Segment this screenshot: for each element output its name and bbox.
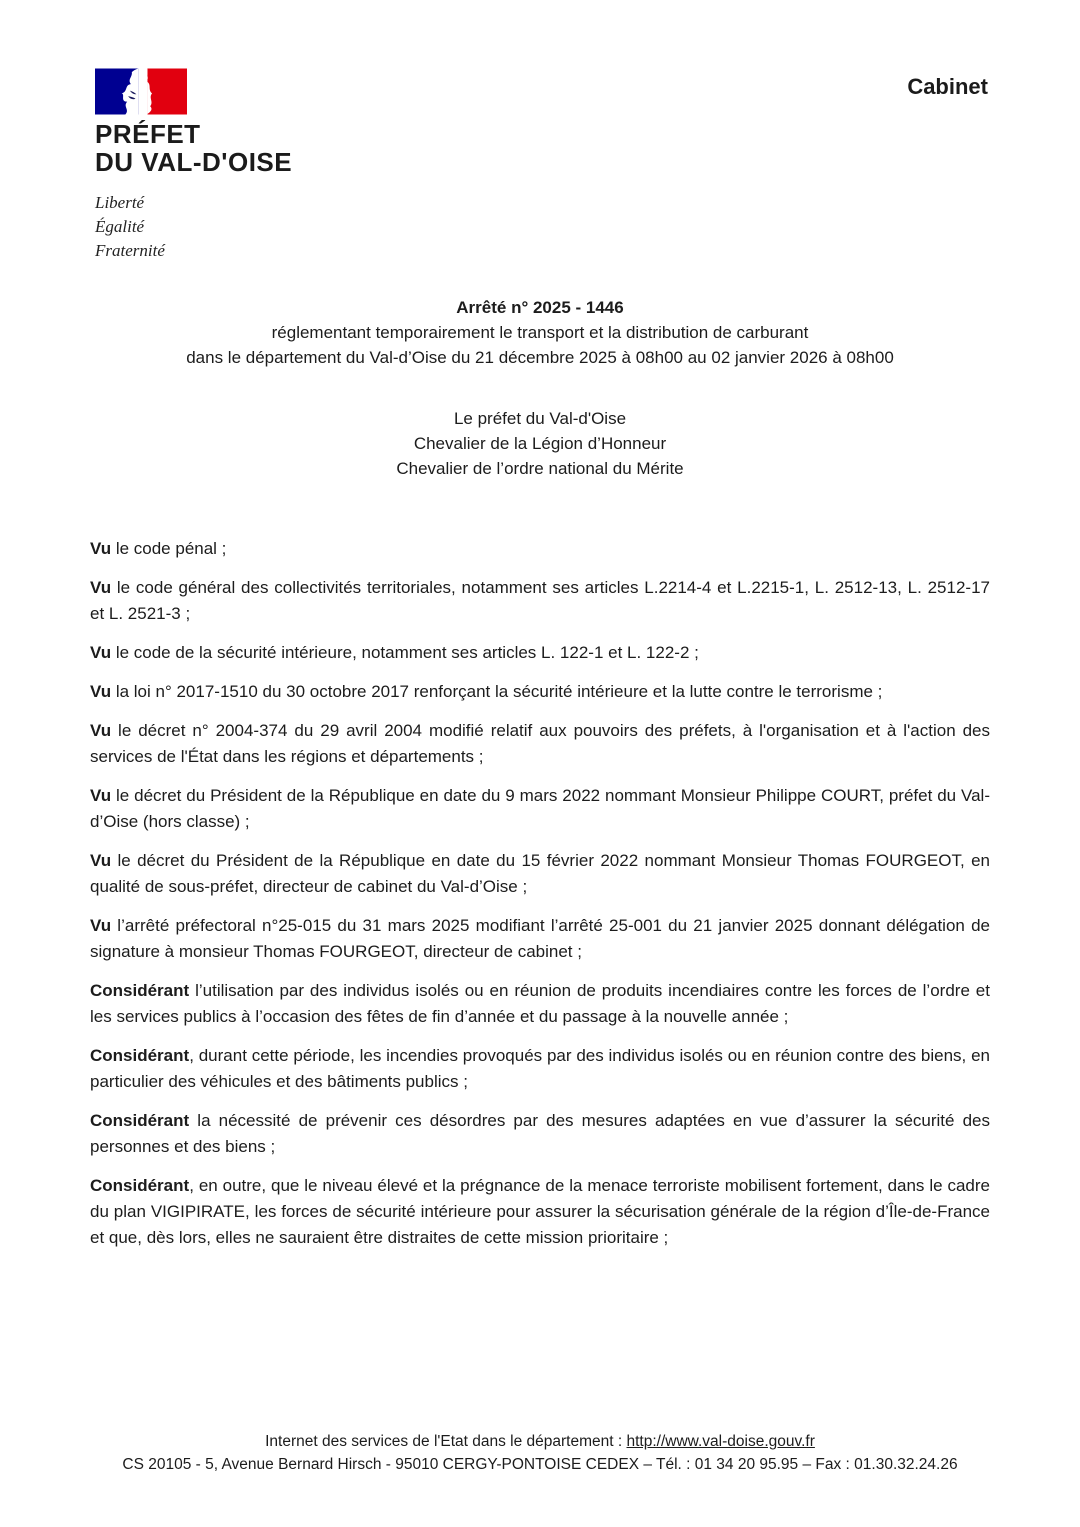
paragraph-text: le code pénal ; bbox=[111, 539, 227, 558]
footer-internet-prefix: Internet des services de l'Etat dans le département : bbox=[265, 1433, 627, 1450]
paragraph-considerant-4 bbox=[90, 1173, 990, 1251]
authority-line-1: Le préfet du Val-d'Oise bbox=[453, 409, 627, 428]
paragraph-lead: Vu bbox=[90, 539, 112, 558]
motto-egalite: Égalité bbox=[95, 217, 145, 236]
paragraph-lead: Vu bbox=[90, 916, 112, 935]
agency-name-line2: DU VAL-D'OISE bbox=[95, 147, 293, 177]
decree-title-block bbox=[70, 295, 1010, 370]
paragraph-text: la nécessité de prévenir ces désordres par des mesures adaptées en vue d’assurer la sécurité des personnes et des biens ; bbox=[90, 1111, 990, 1156]
paragraph-text: la loi n° 2017-1510 du 30 octobre 2017 renforçant la sécurité intérieure et la lutte contre le terrorisme ; bbox=[111, 682, 883, 701]
footer-internet-line bbox=[40, 1430, 1040, 1453]
motto-liberte: Liberté bbox=[95, 193, 145, 212]
paragraph-vu-5 bbox=[90, 718, 990, 770]
page-footer bbox=[40, 1430, 1040, 1476]
paragraph-vu-2 bbox=[90, 575, 990, 627]
paragraph-text: le code général des collectivités territoriales, notamment ses articles L.2214-4 et L.2215-1, L. 2512-13, L. 2512-17 et L. 2521-3 ; bbox=[90, 578, 990, 623]
paragraph-text: l’utilisation par des individus isolés ou en réunion de produits incendiaires contre les forces de l’ordre et les services publics à l’occasion des fêtes de fin d’année et du passage à la nouvelle année ; bbox=[90, 981, 990, 1026]
paragraph-lead: Considérant bbox=[90, 1046, 190, 1065]
republic-motto bbox=[95, 191, 292, 263]
paragraph-lead: Vu bbox=[90, 578, 112, 597]
paragraph-text: le décret du Président de la République en date du 9 mars 2022 nommant Monsieur Philippe COURT, préfet du Val-d’Oise (hors classe) ; bbox=[90, 786, 990, 831]
motto-fraternite: Fraternité bbox=[95, 241, 165, 260]
paragraph-vu-7 bbox=[90, 848, 990, 900]
paragraph-text: le code de la sécurité intérieure, notamment ses articles L. 122-1 et L. 122-2 ; bbox=[111, 643, 699, 662]
paragraph-lead: Vu bbox=[90, 643, 112, 662]
paragraph-considerant-1 bbox=[90, 978, 990, 1030]
paragraph-lead: Vu bbox=[90, 786, 112, 805]
paragraph-vu-3 bbox=[90, 640, 990, 666]
paragraph-text: le décret du Président de la République en date du 15 février 2022 nommant Monsieur Thomas FOURGEOT, en qualité de sous-préfet, directeur de cabinet du Val-d’Oise ; bbox=[90, 851, 990, 896]
paragraph-vu-8 bbox=[90, 913, 990, 965]
paragraph-lead: Considérant bbox=[90, 981, 190, 1000]
paragraph-considerant-3 bbox=[90, 1108, 990, 1160]
paragraph-vu-1 bbox=[90, 536, 990, 562]
paragraph-vu-6 bbox=[90, 783, 990, 835]
authority-line-2: Chevalier de la Légion d’Honneur bbox=[413, 434, 667, 453]
footer-website-url: http://www.val-doise.gouv.fr bbox=[626, 1433, 815, 1450]
footer-address-line: CS 20105 - 5, Avenue Bernard Hirsch - 95010 CERGY-PONTOISE CEDEX – Tél. : 01 34 20 95.95 – Fax : 01.30.32.24.26 bbox=[122, 1456, 958, 1473]
paragraph-text: le décret n° 2004-374 du 29 avril 2004 modifié relatif aux pouvoirs des préfets, à l'organisation et à l'action des services de l'État dans les régions et départements ; bbox=[90, 721, 990, 766]
decree-subtitle-2: dans le département du Val-d’Oise du 21 décembre 2025 à 08h00 au 02 janvier 2026 à 08h00 bbox=[186, 348, 894, 367]
paragraph-text: l’arrêté préfectoral n°25-015 du 31 mars 2025 modifiant l’arrêté 25-001 du 21 janvier 2025 donnant délégation de signature à monsieur Thomas FOURGEOT, directeur de cabinet ; bbox=[90, 916, 990, 961]
authority-line-3: Chevalier de l’ordre national du Mérite bbox=[396, 459, 684, 478]
paragraph-vu-4 bbox=[90, 679, 990, 705]
paragraph-lead: Considérant bbox=[90, 1111, 190, 1130]
paragraph-text: , durant cette période, les incendies provoqués par des individus isolés ou en réunion contre des biens, en particulier des véhicules et des bâtiments publics ; bbox=[90, 1046, 990, 1091]
authority-block bbox=[70, 406, 1010, 481]
paragraph-text: , en outre, que le niveau élevé et la prégnance de la menace terroriste mobilisent fortement, dans le cadre du plan VIGIPIRATE, les forces de sécurité intérieure pour assurer la sécurisation générale de la région d’Île-de-France et que, dès lors, elles ne sauraient être distraites de cette mission prioritaire ; bbox=[90, 1176, 990, 1247]
agency-name bbox=[95, 120, 292, 176]
paragraph-considerant-2 bbox=[90, 1043, 990, 1095]
service-label: Cabinet bbox=[907, 74, 988, 99]
paragraph-lead: Considérant bbox=[90, 1176, 190, 1195]
decree-number-title: Arrêté n° 2025 - 1446 bbox=[456, 298, 624, 317]
paragraph-lead: Vu bbox=[90, 721, 112, 740]
decree-subtitle-1: réglementant temporairement le transport et la distribution de carburant bbox=[271, 323, 809, 342]
paragraph-lead: Vu bbox=[90, 682, 112, 701]
paragraph-lead: Vu bbox=[90, 851, 112, 870]
decree-body bbox=[90, 536, 990, 1264]
marianne-flag-logo-icon bbox=[95, 68, 187, 115]
agency-name-line1: PRÉFET bbox=[95, 119, 201, 149]
prefecture-header-block bbox=[95, 68, 292, 263]
